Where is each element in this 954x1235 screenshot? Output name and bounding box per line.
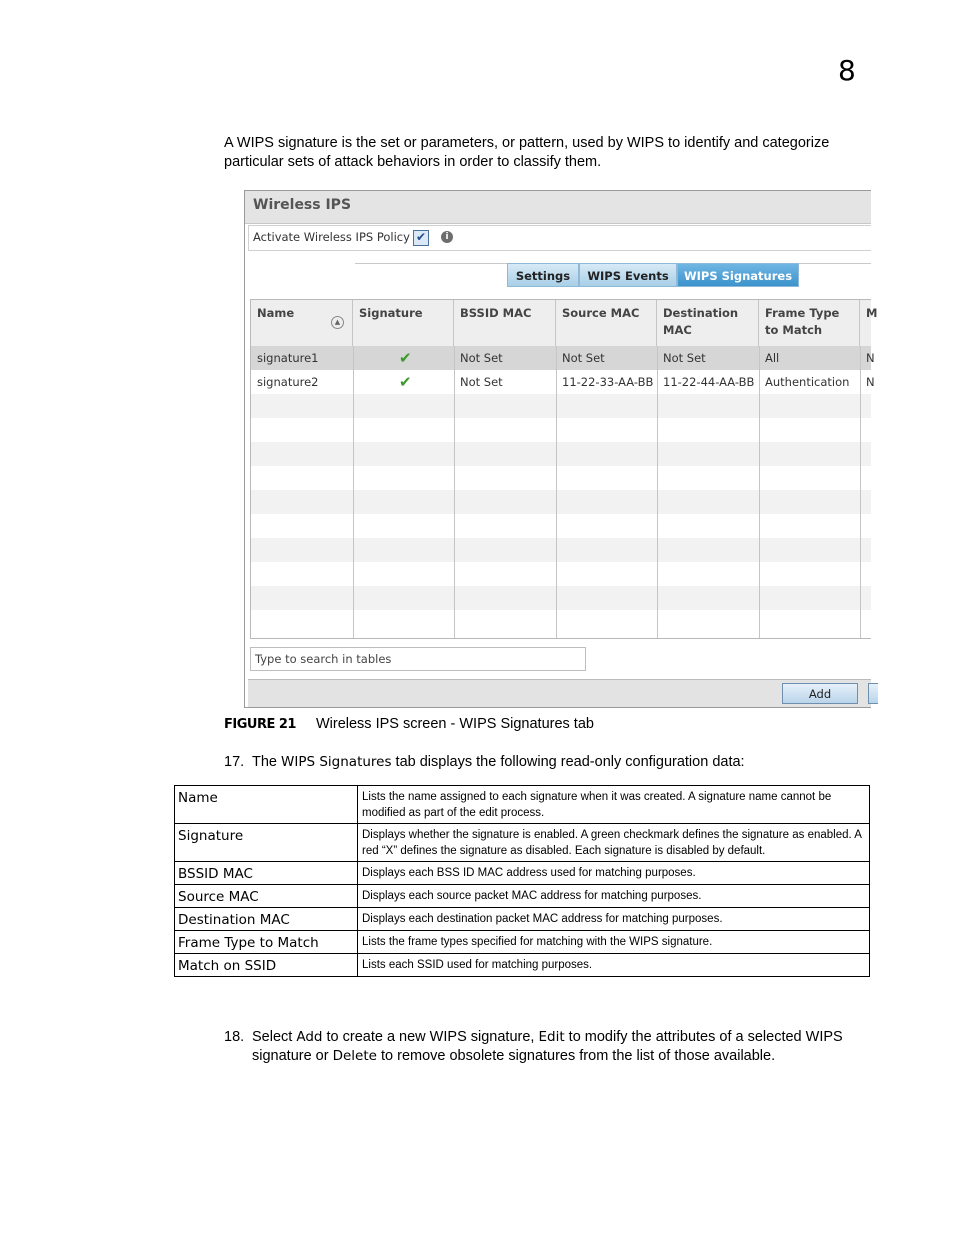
tab-wips-signatures[interactable]: WIPS Signatures — [677, 263, 799, 287]
empty-row — [251, 586, 871, 610]
step-text-part: tab displays the following read-only configuration data: — [391, 754, 745, 770]
figure-label: FIGURE 21 — [224, 717, 296, 732]
figure-caption — [224, 716, 594, 732]
empty-row — [251, 490, 871, 514]
info-icon[interactable]: i — [441, 231, 453, 243]
column-divider — [759, 346, 760, 638]
empty-row — [251, 394, 871, 418]
cell-match-ssid: N — [866, 375, 875, 389]
column-header-bssid-mac[interactable]: BSSID MAC — [454, 300, 556, 346]
field-description-table — [174, 785, 870, 977]
table-row — [175, 908, 870, 931]
field-description: Displays each source packet MAC address for matching purposes. — [358, 885, 870, 908]
step-keyword: Edit — [538, 1029, 565, 1045]
table-row — [175, 786, 870, 824]
cell-name: signature2 — [257, 375, 319, 389]
cell-frame-type: All — [765, 351, 780, 365]
column-divider — [556, 346, 557, 638]
column-divider — [353, 346, 354, 638]
table-row[interactable] — [251, 346, 875, 370]
column-header-name[interactable] — [251, 300, 353, 346]
field-description: Lists each SSID used for matching purposes. — [358, 954, 870, 977]
enabled-check-icon: ✔ — [399, 373, 412, 391]
step-text — [252, 1028, 852, 1066]
cell-destination-mac: 11-22-44-AA-BB — [663, 375, 755, 389]
intro-paragraph: A WIPS signature is the set or parameters, or pattern, used by WIPS to identify and categorize particular sets of attack behaviors in order to classify them. — [224, 135, 830, 170]
wireless-ips-screenshot — [244, 190, 878, 708]
field-name: Source MAC — [175, 885, 358, 908]
field-description: Lists the name assigned to each signature when it was created. A signature name cannot be modified as part of the edit process. — [358, 786, 870, 824]
column-header-destination-mac[interactable]: Destination MAC — [657, 300, 759, 346]
empty-row — [251, 610, 871, 634]
field-name: Name — [175, 786, 358, 824]
cell-match-ssid: N — [866, 351, 875, 365]
cell-destination-mac: Not Set — [663, 351, 706, 365]
field-description: Displays whether the signature is enabled. A green checkmark defines the signature as enabled. A red “X” defines the signature as disabled. Each signature is disabled by default. — [358, 824, 870, 862]
step-text — [252, 753, 852, 772]
table-row — [175, 954, 870, 977]
add-button[interactable]: Add — [782, 683, 858, 704]
step-text-part: The — [252, 754, 282, 770]
screen-title: Wireless IPS — [245, 191, 871, 224]
enabled-check-icon: ✔ — [399, 349, 412, 367]
cell-frame-type: Authentication — [765, 375, 850, 389]
table-row — [175, 931, 870, 954]
empty-row — [251, 538, 871, 562]
table-search-input[interactable]: Type to search in tables — [250, 647, 586, 671]
step-keyword: Delete — [332, 1048, 377, 1064]
table-row — [175, 862, 870, 885]
cell-bssid: Not Set — [460, 375, 503, 389]
field-description: Lists the frame types specified for matching with the WIPS signature. — [358, 931, 870, 954]
step-keyword: WIPS Signatures — [281, 754, 392, 770]
sort-icon[interactable]: ▲ — [331, 316, 344, 329]
chapter-number: 8 — [838, 54, 856, 87]
cell-name: signature1 — [257, 351, 319, 365]
table-row[interactable] — [251, 370, 875, 394]
policy-label: Activate Wireless IPS Policy — [253, 230, 410, 244]
policy-row — [248, 225, 871, 251]
column-divider — [860, 346, 861, 638]
empty-row — [251, 562, 871, 586]
step-number: 17. — [224, 754, 245, 770]
field-name: BSSID MAC — [175, 862, 358, 885]
field-name: Frame Type to Match — [175, 931, 358, 954]
tab-settings[interactable]: Settings — [507, 263, 579, 287]
step-text-part: Select — [252, 1029, 297, 1045]
activate-policy-checkbox[interactable]: ✔ — [413, 230, 429, 246]
field-name: Signature — [175, 824, 358, 862]
step-keyword: Add — [296, 1029, 323, 1045]
step-text-part: to remove obsolete signatures from the list of those available. — [376, 1048, 776, 1064]
field-name: Destination MAC — [175, 908, 358, 931]
column-header-frame-type[interactable]: Frame Type to Match — [759, 300, 860, 346]
column-header-name-label: Name — [257, 306, 295, 320]
column-header-match-ssid[interactable]: M — [866, 306, 878, 320]
column-divider — [657, 346, 658, 638]
column-header-signature[interactable]: Signature — [353, 300, 454, 346]
table-row — [175, 885, 870, 908]
table-row — [175, 824, 870, 862]
tab-wips-events[interactable]: WIPS Events — [579, 263, 677, 287]
field-description: Displays each destination packet MAC address for matching purposes. — [358, 908, 870, 931]
empty-row — [251, 466, 871, 490]
empty-row — [251, 418, 871, 442]
table-header — [251, 300, 878, 347]
figure-caption-text: Wireless IPS screen - WIPS Signatures tab — [315, 716, 594, 732]
column-header-source-mac[interactable]: Source MAC — [556, 300, 657, 346]
step-number: 18. — [224, 1029, 245, 1045]
edit-button-partial[interactable] — [868, 683, 878, 704]
cell-source-mac: Not Set — [562, 351, 605, 365]
field-description: Displays each BSS ID MAC address used for matching purposes. — [358, 862, 870, 885]
column-divider — [454, 346, 455, 638]
signatures-table — [250, 299, 878, 639]
empty-row — [251, 442, 871, 466]
cell-source-mac: 11-22-33-AA-BB — [562, 375, 654, 389]
step-text-part: to modify the attributes of a selected WIPS signature or — [252, 1029, 843, 1064]
footer-bar — [248, 679, 871, 707]
step-text-part: to create a new WIPS signature, — [322, 1029, 539, 1045]
field-name: Match on SSID — [175, 954, 358, 977]
empty-row — [251, 514, 871, 538]
cell-bssid: Not Set — [460, 351, 503, 365]
